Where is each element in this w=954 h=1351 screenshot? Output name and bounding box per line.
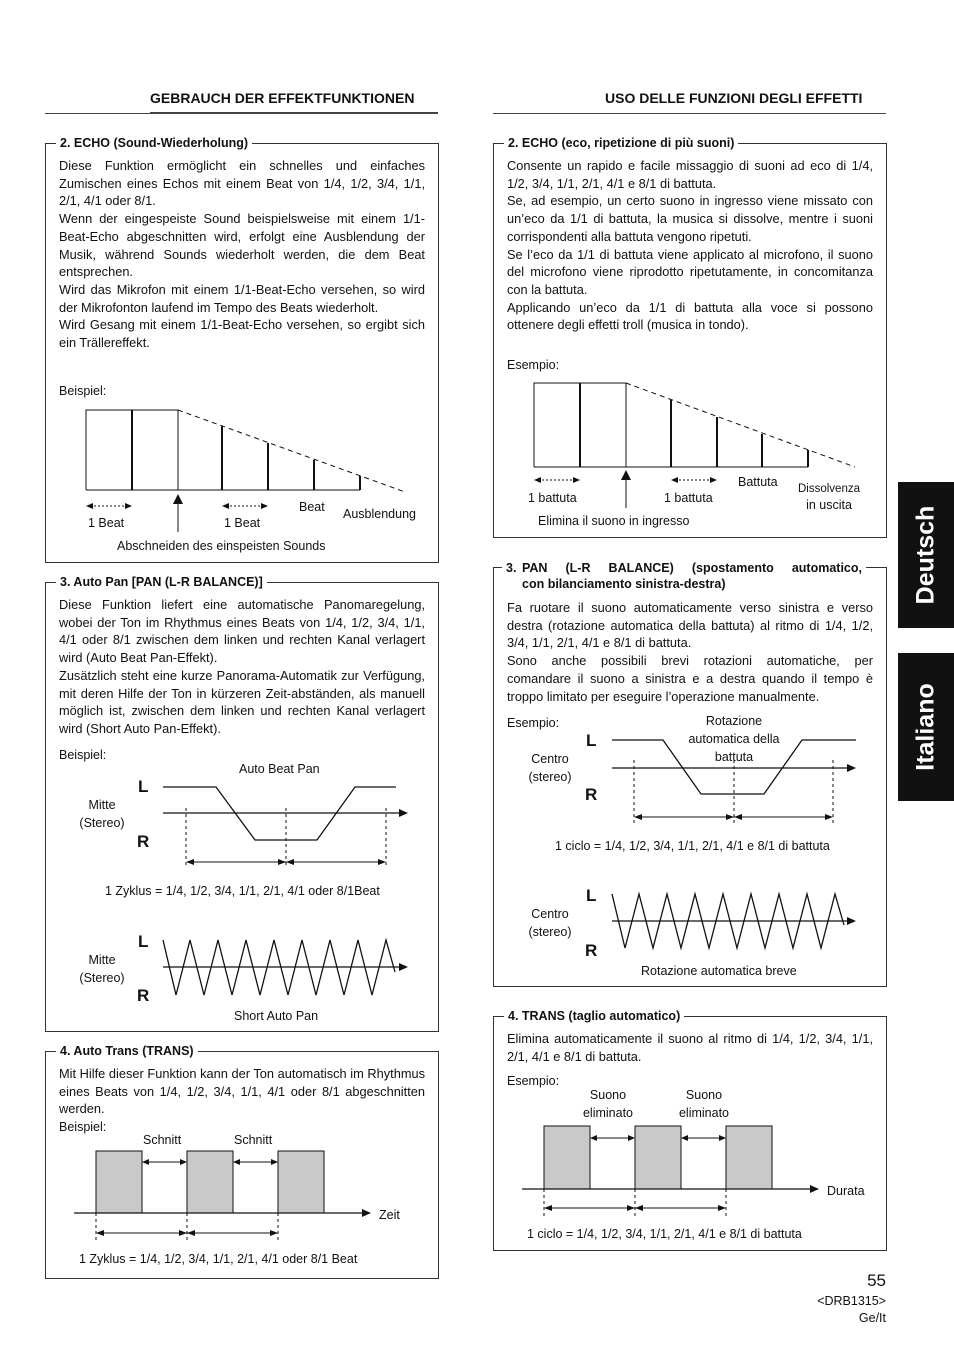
short-auto-pan-label: Short Auto Pan — [234, 1009, 319, 1023]
cut-label: Schnitt — [143, 1133, 182, 1147]
page-number: 55 — [867, 1271, 886, 1290]
example-label: Esempio: — [507, 358, 560, 372]
example-label: Beispiel: — [59, 748, 107, 762]
example-label: Esempio: — [507, 1074, 560, 1088]
center-label: Mitte (Stereo) — [79, 953, 125, 985]
cut-label: Elimina il suono in ingresso — [538, 514, 690, 528]
right-channel-label: R — [585, 941, 598, 960]
section-title: 3. PAN (L-R BALANCE) (spostamento automatico, con bilanciamento sinistra-destra) — [502, 560, 866, 592]
pan-text-it: Fa ruotare il suono automaticamente verso sinistra e verso destra (rotazione automatica della battuta) al ritmo di 1/4, 1/2, 3/4, 1/1, 2/1, 4/1 e 8/1 di battuta. Sono anche possibili brevi rotazioni automatiche, per comandare il suono a sinistra e a destra quando il tempo è troppo limitato per eseguire l’operazione manualmente. — [507, 600, 873, 704]
fade-label: Dissolvenza in uscita — [798, 483, 860, 512]
auto-beat-pan-label: Auto Beat Pan — [239, 762, 320, 776]
left-column-heading: GEBRAUCH DER EFFEKTFUNKTIONEN — [150, 90, 438, 113]
cut-label: Abschneiden des einspeisten Sounds — [117, 539, 326, 553]
trans-text-it: Elimina automaticamente il suono al ritmo di 1/4, 1/2, 3/4, 1/1, 2/1, 4/1 e 8/1 di battuta. — [507, 1031, 873, 1064]
echo-text-de: Diese Funktion ermöglicht ein schnelles und einfaches Zumischen eines Echos mit einem Beat von 1/4, 1/2, 3/4, 1/1, 2/1, 4/1 oder 8/1. Wenn der eingespeiste Sound beispielsweise mit einem 1/1-Beat-Echo abgeschnitten wird, erfolgt eine Ausblendung der Musik, während Sounds wiederholt werden, die dem Beat entsprechen. Wird das Mikrofon mit einem 1/1-Beat-Echo versehen, so wird der Mikrofonton laufend im Tempo des Beats wiederholt. Wird Gesang mit einem 1/1-Beat-Echo versehen, so ergibt sich ein Trällereffekt. — [59, 158, 425, 351]
center-label: Centro (stereo) — [528, 907, 572, 939]
cycle-label: 1 ciclo = 1/4, 1/2, 3/4, 1/1, 2/1, 4/1 e 8/1 di battuta — [527, 1227, 802, 1241]
short-rotation-label: Rotazione automatica breve — [641, 964, 797, 978]
autopan-text-de: Diese Funktion liefert eine automatische Panomaregelung, wobei der Ton im Rhythmus eines Beats von 1/4, 1/2, 3/4, 1/1, 4/1 oder 8/1 zwischen dem linken und rechten Kanal verlagert wird (Auto Beat Pan-Effekt). Zusätzlich steht eine kurze Panorama-Automatik zur Verfügung, mit deren Hilfe der Ton in kürzeren Zeit-abständen, als manuell möglich ist, zwischen dem linken und rechten Kanal verlagert wird (Short Auto Pan-Effekt). — [59, 597, 425, 736]
beat-label: 1 battuta — [528, 491, 577, 505]
document-code: <DRB1315> — [817, 1294, 886, 1308]
language-tab-deutsch: Deutsch — [898, 482, 954, 628]
right-column-heading: USO DELLE FUNZIONI DEGLI EFFETTI — [605, 90, 863, 106]
example-label: Esempio: — [507, 716, 560, 730]
section-title: 4. TRANS (taglio automatico) — [504, 1008, 684, 1024]
example-label: Beispiel: — [59, 384, 107, 398]
autotrans-text-de: Mit Hilfe dieser Funktion kann der Ton automatisch im Rhythmus eines Beats von 1/4, 1/2, 3/4, 1/1, 4/1 oder 8/1 abgeschnitten werden. — [59, 1066, 425, 1117]
center-label: Centro (stereo) — [528, 752, 572, 784]
right-channel-label: R — [137, 986, 150, 1005]
time-label: Zeit — [379, 1208, 400, 1222]
section-title: 2. ECHO (Sound-Wiederholung) — [56, 135, 252, 151]
left-channel-label: L — [586, 731, 597, 750]
left-channel-label: L — [138, 932, 149, 951]
cycle-label: 1 Zyklus = 1/4, 1/2, 3/4, 1/1, 2/1, 4/1 oder 8/1Beat — [105, 884, 380, 898]
language-tab-italiano: Italiano — [898, 653, 954, 801]
left-channel-label: L — [586, 886, 597, 905]
cycle-label: 1 ciclo = 1/4, 1/2, 3/4, 1/1, 2/1, 4/1 e 8/1 di battuta — [555, 839, 830, 853]
beat-label: Battuta — [738, 475, 778, 489]
language-code: Ge/It — [858, 1311, 886, 1325]
section-title: 4. Auto Trans (TRANS) — [56, 1043, 198, 1059]
fade-label: Ausblendung — [343, 507, 416, 521]
beat-label: 1 Beat — [224, 516, 261, 530]
example-label: Beispiel: — [59, 1120, 107, 1134]
rotation-label: Rotazione automatica della battuta — [688, 714, 780, 764]
right-channel-label: R — [585, 785, 598, 804]
section-title: 3. Auto Pan [PAN (L-R BALANCE)] — [56, 574, 267, 590]
cycle-label: 1 Zyklus = 1/4, 1/2, 3/4, 1/1, 2/1, 4/1 oder 8/1 Beat — [79, 1252, 358, 1266]
left-channel-label: L — [138, 777, 149, 796]
center-label: Mitte (Stereo) — [79, 798, 125, 830]
beat-label: Beat — [299, 500, 325, 514]
sound-eliminated-label: Suono eliminato — [678, 1088, 730, 1120]
sound-eliminated-label: Suono eliminato — [582, 1088, 634, 1120]
cut-label: Schnitt — [234, 1133, 273, 1147]
duration-label: Durata — [827, 1184, 865, 1198]
section-title: 2. ECHO (eco, ripetizione di più suoni) — [504, 135, 738, 151]
beat-label: 1 Beat — [88, 516, 125, 530]
right-channel-label: R — [137, 832, 150, 851]
echo-text-it: Consente un rapido e facile missaggio di suoni ad eco di 1/4, 1/2, 3/4, 1/1, 2/1, 4/1 e 8/1 di battuta. Se, ad esempio, un certo suono in ingresso viene missato con un’eco da 1/1 di battuta, la musica si dissolve, mentre i suoni corrispondenti alla battuta vengono ripetuti. Se l’eco da 1/1 di battuta viene applicato al microfono, il suono del microfono viene riprodotto ripetutamente, in concomitanza con la battuta. Applicando un’eco da 1/1 di battuta alla voce si possono ottenere degli effetti troll (musica in tondo). — [507, 158, 873, 333]
beat-label: 1 battuta — [664, 491, 713, 505]
